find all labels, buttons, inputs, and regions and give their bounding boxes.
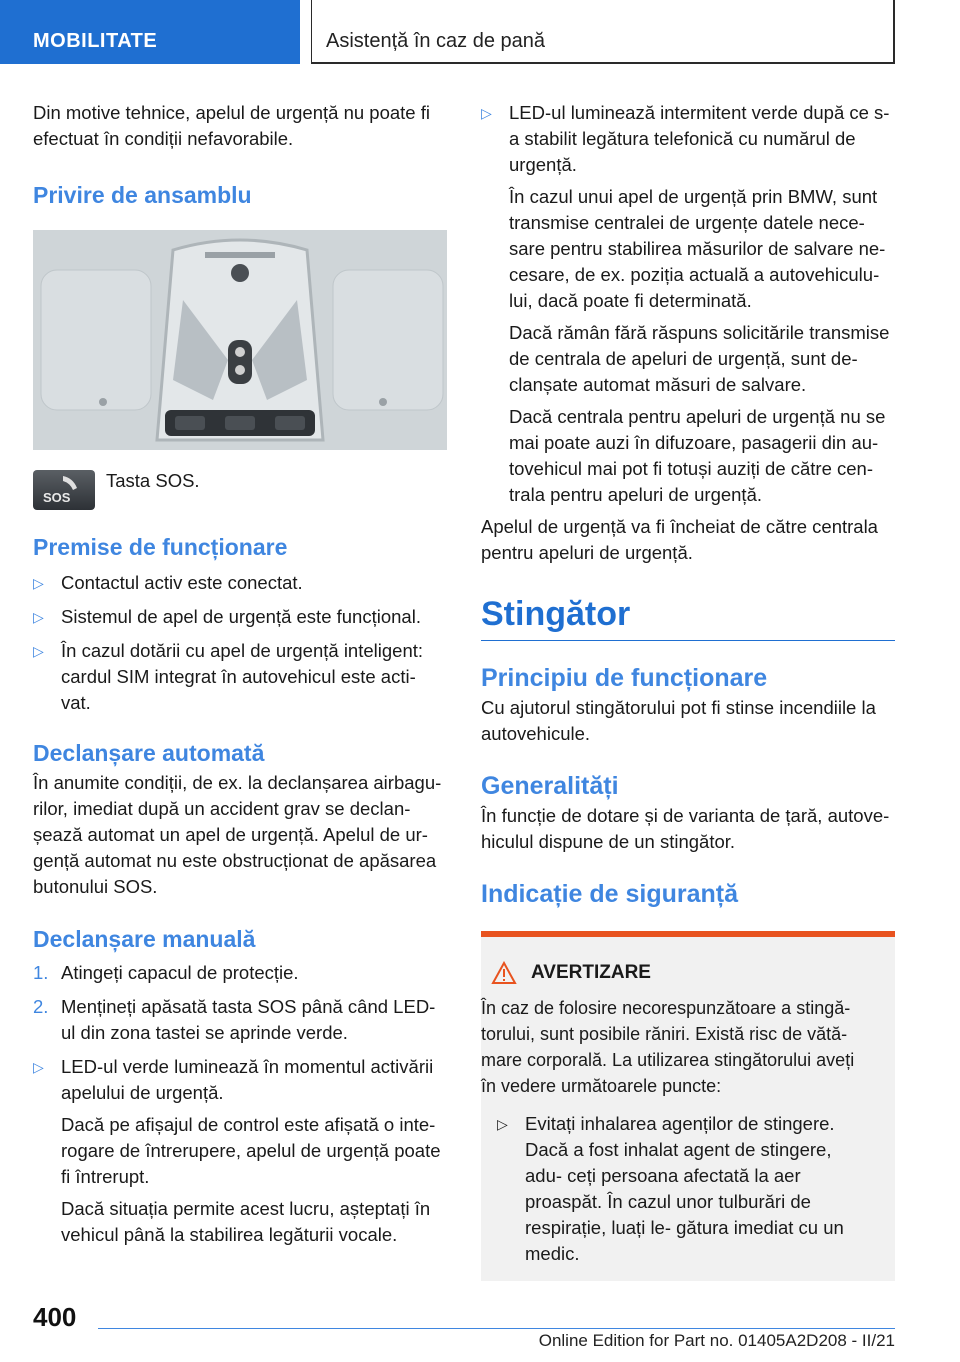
warning-text: În caz de folosire necorespunzătoare a stingă‐ torului, sunt posibile răniri. Există risc de vătă‐ mare corporală. La utilizarea stingătorului aveți în vedere următoarele puncte: xyxy=(481,998,855,1096)
warning-triangle-icon xyxy=(491,961,517,985)
manual-trigger-heading: Declanșare manuală xyxy=(33,926,256,952)
section-header xyxy=(0,0,300,64)
triangle-bullet-icon: ▷ xyxy=(33,643,44,659)
list-item: 1. Atingeți capacul de protecție. xyxy=(33,962,299,983)
triangle-bullet-icon: ▷ xyxy=(33,609,44,625)
list-item: ▷ Sistemul de apel de urgență este funcțional. xyxy=(33,604,449,630)
sos-key-icon xyxy=(33,470,95,510)
overhead-console-illustration xyxy=(33,230,447,450)
principle-text: Cu ajutorul stingătorului pot fi stinse incendiile la autovehicule. xyxy=(481,697,876,744)
list-item: ▷ Contactul activ este conectat. xyxy=(33,570,449,596)
chapter-header xyxy=(311,0,895,64)
overview-heading: Privire de ansamblu xyxy=(33,182,252,208)
note-no-response: Dacă rămân fără răspuns solicitările transmise de centrala de apeluri de urgență, sunt de‐ clanșate automat măsuri de salvare. xyxy=(509,322,890,395)
triangle-bullet-icon: ▷ xyxy=(497,1116,508,1132)
chapter-title: Asistență în caz de pană xyxy=(326,30,546,52)
section-title: MOBILITATE xyxy=(33,30,158,52)
principle-heading: Principiu de funcționare xyxy=(481,664,768,692)
sos-key-text: SOS xyxy=(43,490,71,505)
general-heading: Generalități xyxy=(481,772,619,800)
prerequisites-heading: Premise de funcționare xyxy=(33,534,288,560)
list-item: ▷ În cazul dotării cu apel de urgență inteligent: cardul SIM integrat în autovehicul este acti‐ vat. xyxy=(33,640,424,713)
warning-title: AVERTIZARE xyxy=(531,962,651,983)
triangle-bullet-icon: ▷ xyxy=(481,105,492,121)
edition-text: Online Edition for Part no. 01405A2D208 - II/21 xyxy=(538,1331,895,1350)
page-number: 400 xyxy=(33,1302,77,1332)
triangle-bullet-icon: ▷ xyxy=(33,575,44,591)
right-column xyxy=(481,100,895,1281)
extinguisher-chapter xyxy=(481,592,895,641)
note-speakers: Dacă centrala pentru apeluri de urgență nu se mai poate auzi în difuzoare, pasagerii din au‐ tovehicul mai pot fi totuși auziți de către cen‐ trala pentru apeluri de urgență. xyxy=(509,406,886,505)
safety-heading: Indicație de siguranță xyxy=(481,880,739,908)
heading-rule xyxy=(481,640,895,641)
list-item: ▷ LED-ul verde luminează în momentul activării apelului de urgență. xyxy=(33,1056,434,1103)
sos-caption: Tasta SOS. xyxy=(106,470,200,491)
automatic-trigger-heading: Declanșare automată xyxy=(33,740,265,766)
footer-rule xyxy=(98,1328,895,1329)
triangle-bullet-icon: ▷ xyxy=(33,1059,44,1075)
extinguisher-heading: Stingător xyxy=(481,595,631,633)
left-column xyxy=(33,100,449,1248)
manual-steps-list xyxy=(33,960,449,1248)
manual-note-interrupt: Dacă pe afișajul de control este afișată o inte‐ rogare de întrerupere, apelul de urgență poate fi întrerupt. xyxy=(61,1114,441,1187)
list-item: 2. Mențineți apăsată tasta SOS până când LED-ul din zona tastei se aprinde verde. xyxy=(33,996,436,1043)
prerequisites-list xyxy=(33,570,449,716)
warning-box xyxy=(481,931,895,1281)
closing-paragraph: Apelul de urgență va fi încheiat de către centrala pentru apeluri de urgență. xyxy=(481,516,878,563)
general-text: În funcție de dotare și de varianta de țară, autove‐ hiculul dispune de un stingător. xyxy=(481,805,890,852)
intro-paragraph: Din motive tehnice, apelul de urgență nu poate fi efectuat în condiții nefavorabile. xyxy=(33,102,430,149)
automatic-trigger-text: În anumite condiții, de ex. la declanșarea airbagu‐ rilor, imediat după un accident grav se declan‐ șează automat un apel de urgență. Apelul de ur‐ gență automat nu este obstrucționat de apăsarea butonului SOS. xyxy=(33,772,442,897)
warning-header xyxy=(481,959,873,987)
sos-key-legend xyxy=(33,470,449,520)
list-item: ▷ LED-ul luminează intermitent verde după ce s-a stabilit legătura telefonică cu numărul de urgență. xyxy=(481,102,890,175)
note-bmw-call: În cazul unui apel de urgență prin BMW, sunt transmise centralei de urgențe datele nece‐ sare pentru stabilirea măsurilor de salvare ne‐ cesare, de ex. poziția actuală a autovehiculu‐ lui, dacă poate fi determinată. xyxy=(509,186,886,311)
manual-note-wait: Dacă situația permite acest lucru, așteptați în vehicul până la stabilirea legăturii vocale. xyxy=(61,1198,431,1245)
overhead-console-photo xyxy=(33,230,447,450)
list-item: ▷ Evitați inhalarea agenților de stingere. Dacă a fost inhalat agent de stingere, adu‐ ceți persoana afectată la aer proaspăt. În cazul unor tulburări de respirație, luați le‐ gătura imediat cu un medic. xyxy=(497,1113,844,1264)
